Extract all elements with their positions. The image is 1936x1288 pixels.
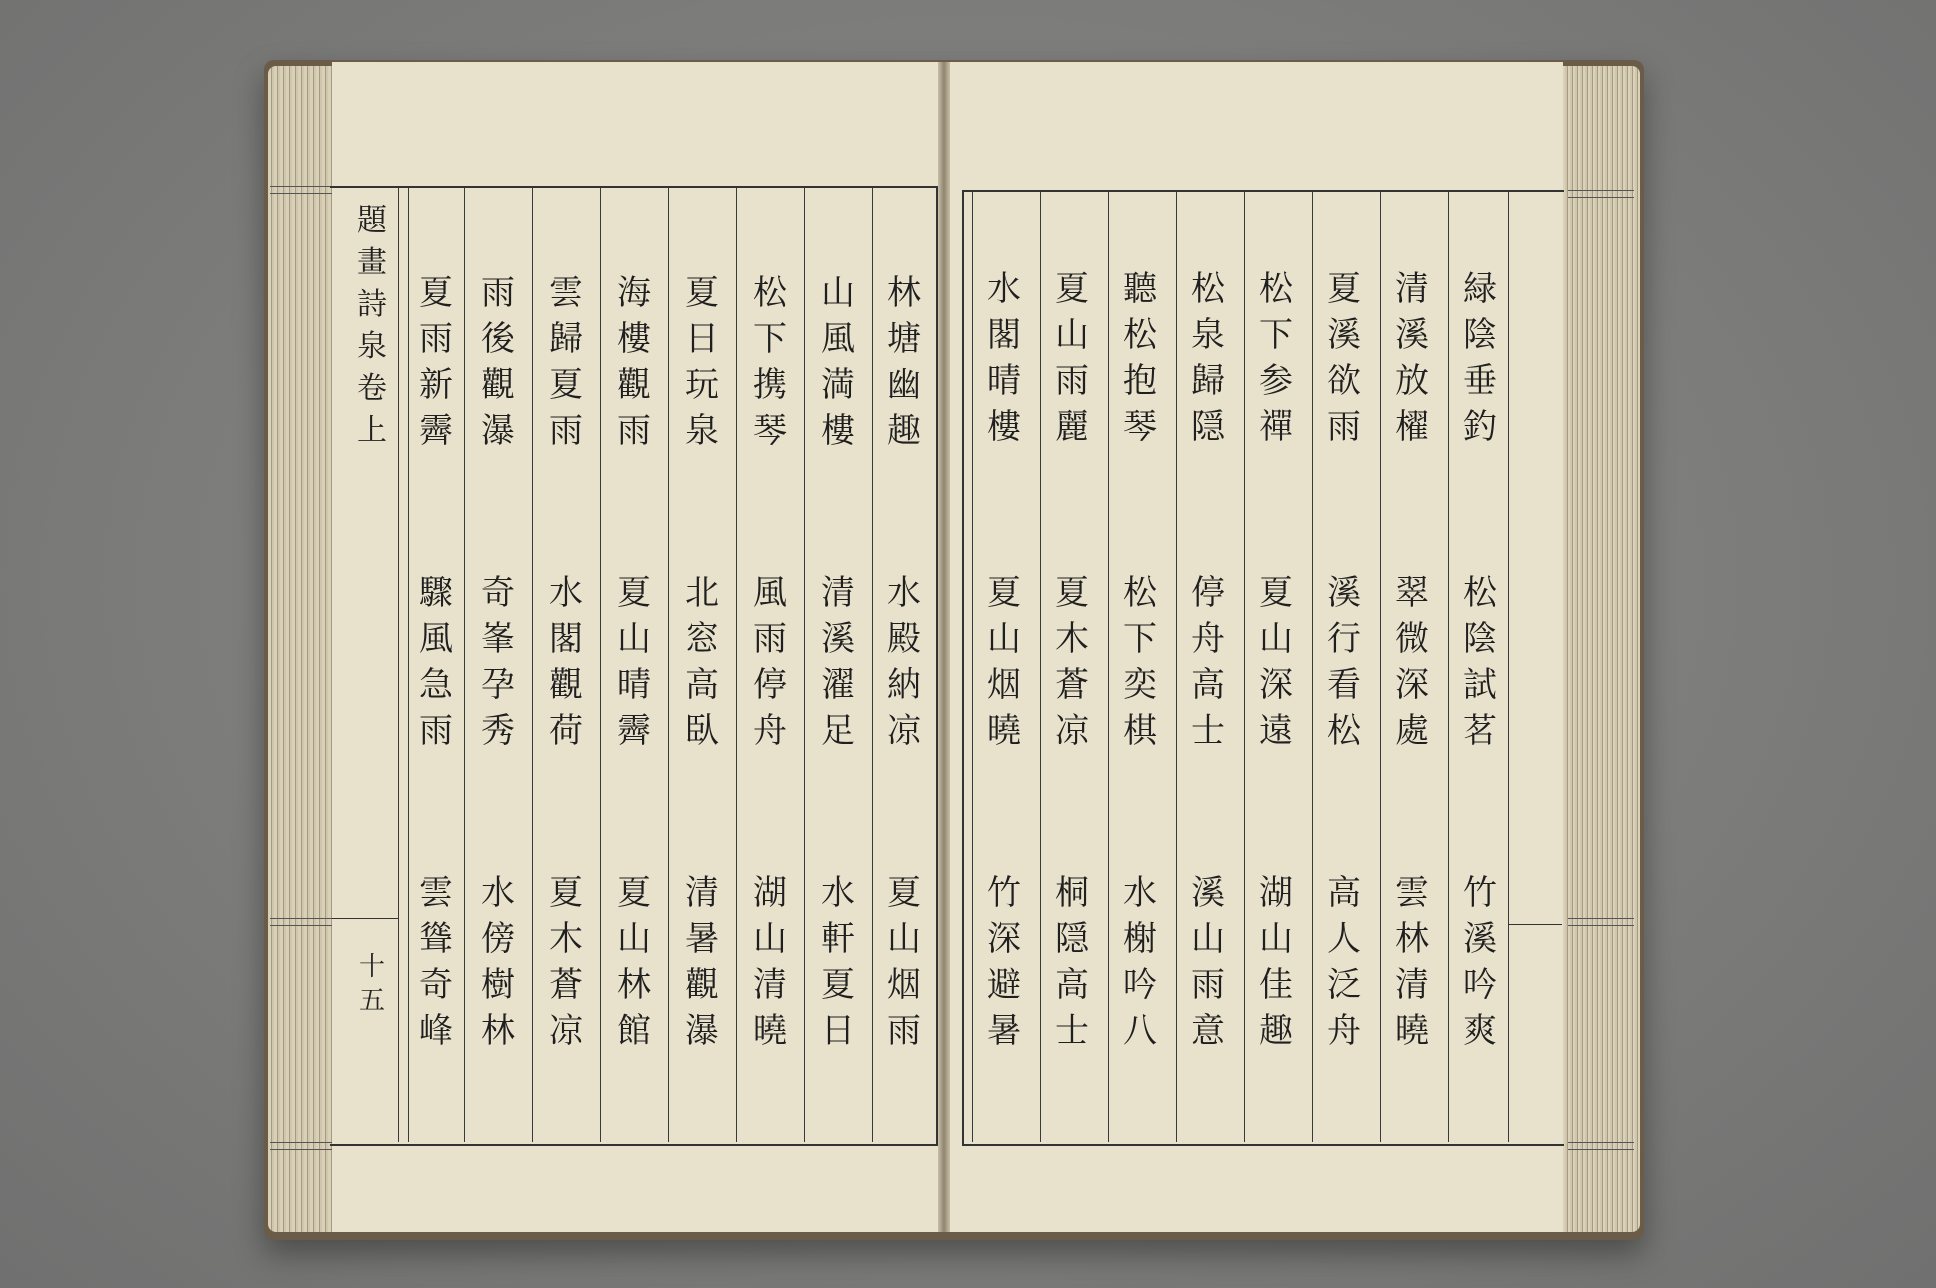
poem-title: 夏山烟曉 [987,573,1021,751]
poem-title: 松下奕棋 [1123,573,1157,751]
poem-title: 水榭吟八 [1123,873,1157,1051]
column-rule [1108,192,1109,1142]
poem-title: 停舟高士 [1191,573,1225,751]
poem-title: 夏山林館 [617,873,651,1051]
left-page-edges [268,66,338,1232]
poem-title: 夏山雨麗 [1055,269,1089,447]
right-page-edges [1560,66,1640,1232]
poem-title: 松下携琴 [753,273,787,451]
poem-title: 雲林清曉 [1395,873,1429,1051]
column-rule [804,188,805,1142]
column-rule [1176,192,1177,1142]
binding-stitch [1568,190,1634,198]
poem-title: 夏木蒼凉 [549,873,583,1051]
column-rule [408,188,409,1142]
poem-title: 水閣觀荷 [549,573,583,751]
poem-title: 竹溪吟爽 [1463,873,1497,1051]
book-gutter [938,62,950,1232]
poem-title: 水傍樹林 [481,873,515,1051]
column-rule [736,188,737,1142]
column-rule [1448,192,1449,1142]
column-rule [1508,192,1509,1142]
column-rule [1380,192,1381,1142]
binding-stitch [1568,1142,1634,1150]
column-rule [872,188,873,1142]
poem-title: 夏木蒼凉 [1055,573,1089,751]
poem-title: 松陰試茗 [1463,573,1497,751]
poem-title: 林塘幽趣 [887,273,921,451]
poem-title: 溪行看松 [1327,573,1361,751]
column-rule [398,188,399,1142]
poem-title: 雲歸夏雨 [549,273,583,451]
poem-title: 夏山烟雨 [887,873,921,1051]
poem-title: 雨後觀瀑 [481,273,515,451]
binding-stitch [270,1142,332,1150]
poem-title: 竹深避暑 [987,873,1021,1051]
column-rule [600,188,601,1142]
poem-title: 溪山雨意 [1191,873,1225,1051]
poem-title: 夏日玩泉 [685,273,719,451]
poem-title: 水閣晴樓 [987,269,1021,447]
poem-title: 山風満樓 [821,273,855,451]
poem-title: 高人泛舟 [1327,873,1361,1051]
poem-title: 風雨停舟 [753,573,787,751]
poem-title: 夏溪欲雨 [1327,269,1361,447]
poem-title: 驟風急雨 [419,573,453,751]
poem-title: 海樓觀雨 [617,273,651,451]
column-rule [972,192,973,1142]
poem-title: 北窓高臥 [685,573,719,751]
poem-title: 湖山清曉 [753,873,787,1051]
column-rule [1312,192,1313,1142]
poem-title: 奇峯孕秀 [481,573,515,751]
poem-title: 水軒夏日 [821,873,855,1051]
column-rule [668,188,669,1142]
poem-title: 水殿納凉 [887,573,921,751]
binding-stitch [270,918,332,926]
column-rule [1040,192,1041,1142]
poem-title: 清溪放櫂 [1395,269,1429,447]
poem-title: 緑陰垂釣 [1463,269,1497,447]
poem-title: 翠微深處 [1395,573,1429,751]
column-rule [532,188,533,1142]
poem-title: 夏山深遠 [1259,573,1293,751]
poem-title: 桐隠高士 [1055,873,1089,1051]
poem-title: 松泉歸隠 [1191,269,1225,447]
poem-title: 湖山佳趣 [1259,873,1293,1051]
poem-title: 夏山晴霽 [617,573,651,751]
column-rule [464,188,465,1142]
poem-title: 夏雨新霽 [419,273,453,451]
poem-title: 雲聳奇峰 [419,873,453,1051]
poem-title: 清溪濯足 [821,573,855,751]
poem-title: 清暑觀瀑 [685,873,719,1051]
column-rule [1244,192,1245,1142]
page-number: 十五 [358,952,385,1016]
binding-stitch [270,186,332,194]
poem-title: 松下参禪 [1259,269,1293,447]
binding-stitch [1568,918,1634,926]
folio-rule [1508,924,1562,925]
poem-title: 聽松抱琴 [1123,269,1157,447]
folio-rule [332,918,398,919]
book-title: 題畫詩泉卷上 [357,203,387,448]
